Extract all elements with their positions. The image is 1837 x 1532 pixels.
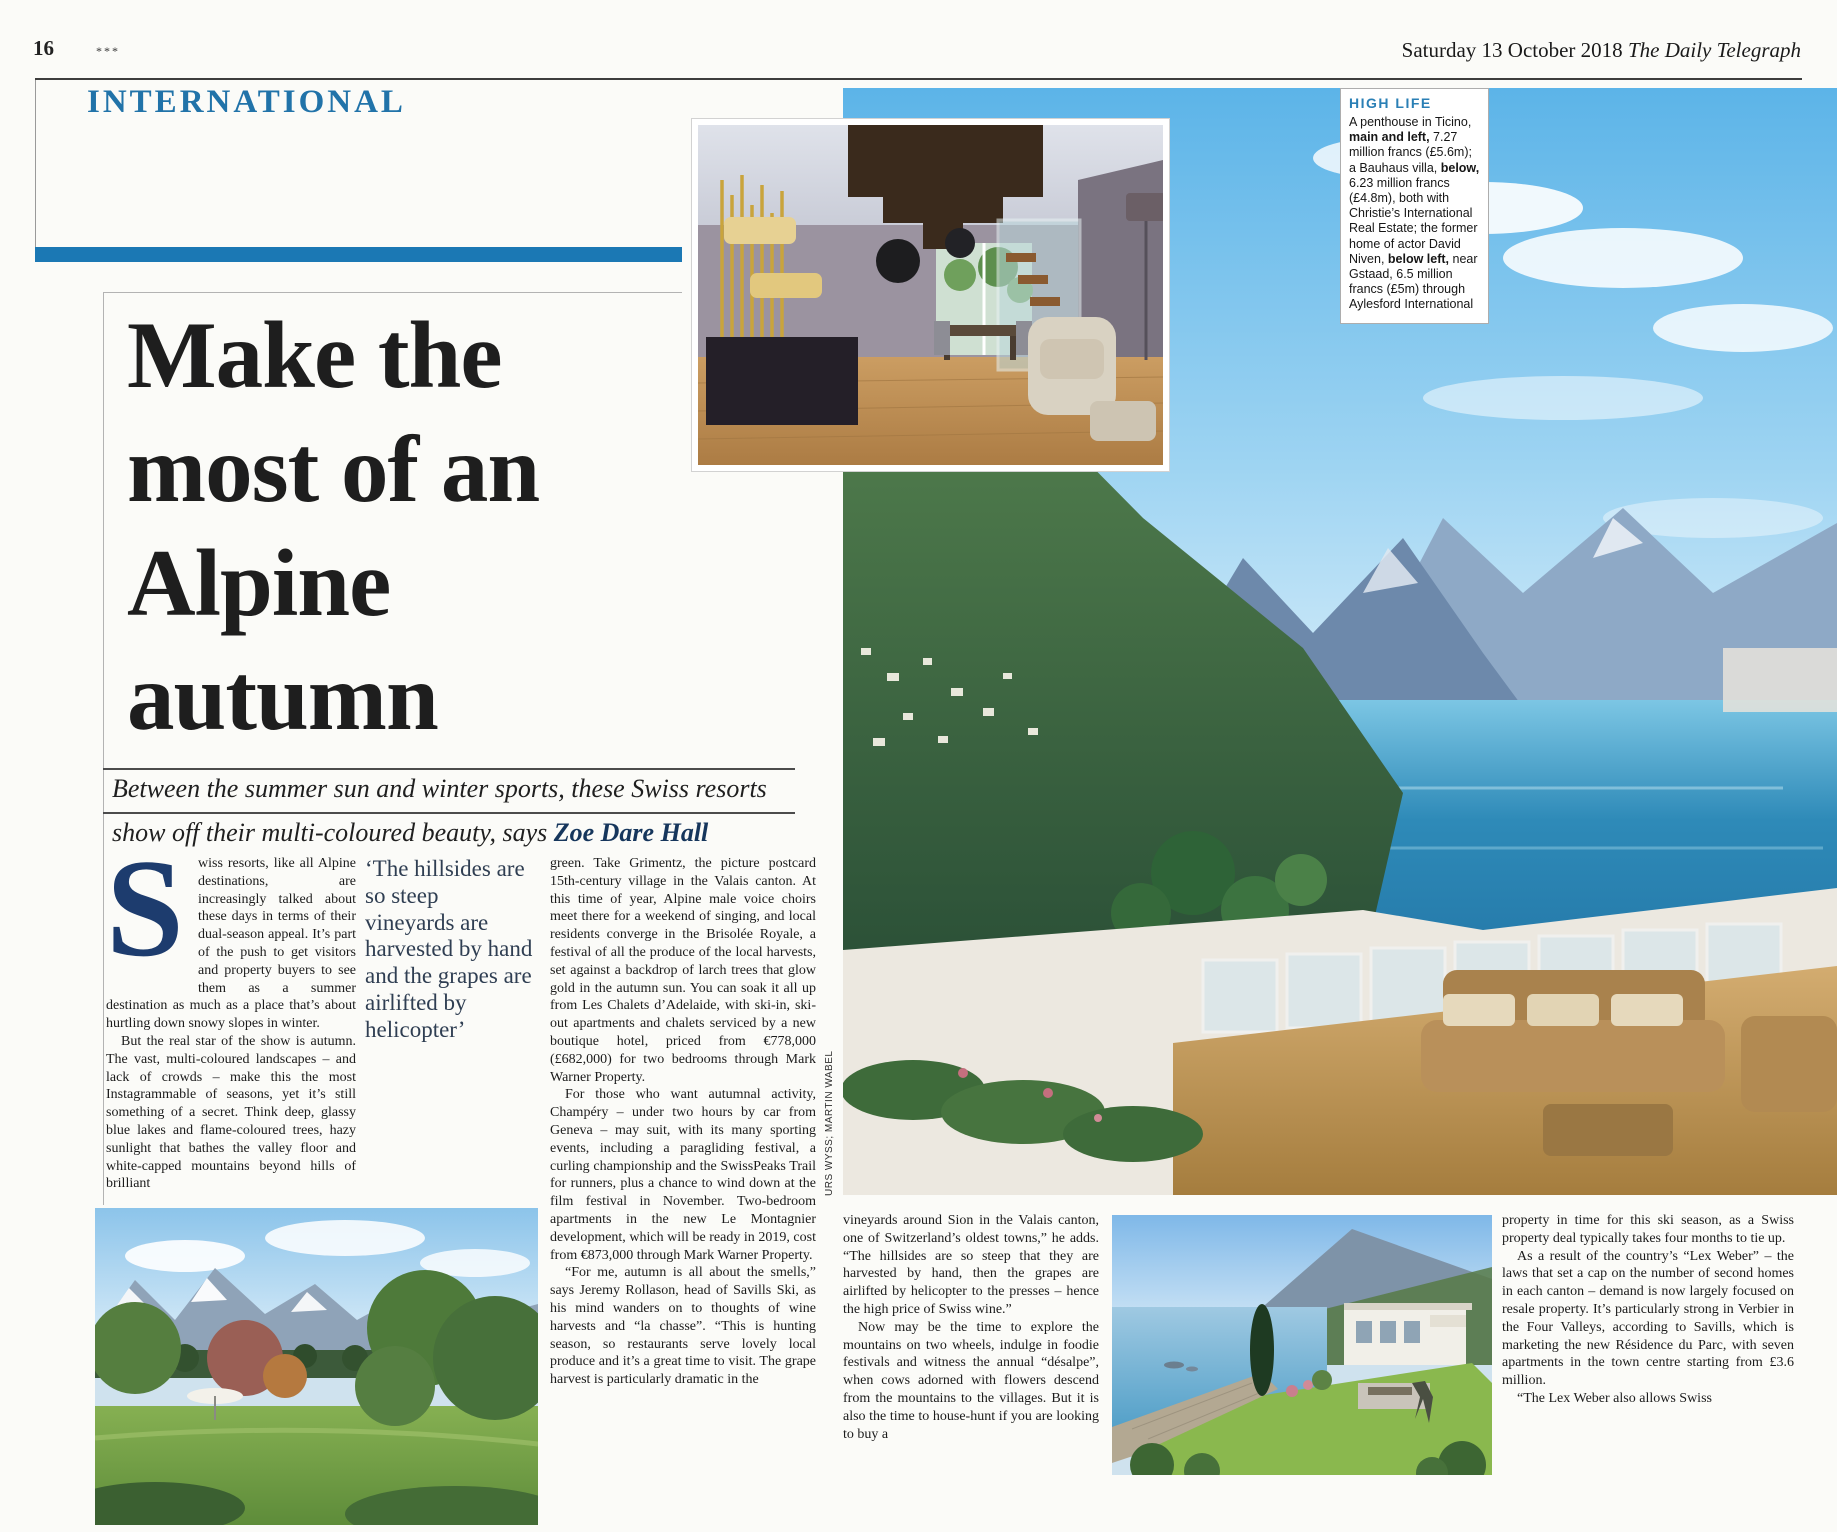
paragraph: As a result of the country’s “Lex Weber” – the laws that set a cap on the number of second homes in each canton – demand is now largely focused on resale property. It’s particularly strong in Verbier in the Four Valleys, according to Savills, which is marketing the new Résidence du Parc, with seven apartments in the town centre starting from £3.6 million.: [1502, 1248, 1794, 1389]
paragraph: [106, 855, 356, 1033]
left-edge-rule: [35, 80, 36, 247]
article-top-rule: [103, 292, 682, 293]
section-accent-bar: [35, 247, 682, 262]
edition-marks: ***: [96, 44, 120, 58]
interior-illustration: [698, 125, 1163, 465]
page-number: 16: [33, 36, 54, 60]
paragraph-text: wiss resorts, like all Alpine destinations, are increasingly talked about these days in terms of their dual-season appeal. It’s part of the push to get visitors and property buyers to see them as a summer destination as much as a place that’s about hurtling down snowy slopes in winter.: [106, 856, 356, 1032]
section-title: INTERNATIONAL: [87, 84, 406, 120]
paragraph: Now may be the time to explore the mountains on two wheels, indulge in foodie festivals and witness the annual “désalpe”, when cows adorned with flowers descend from the mountains to the villages. But it is also the time to house-hunt if you are looking to buy a: [843, 1319, 1099, 1442]
caption-title: HIGH LIFE: [1349, 95, 1432, 111]
pull-quote: ‘The hillsides are so steep vineyards are harvested by hand and the grapes are airlifted by helicopter’: [365, 856, 533, 1042]
villa-illustration: [1112, 1215, 1492, 1475]
caption-text: A penthouse in Ticino, main and left, 7.27 million francs (£5.6m); a Bauhaus villa, below, 6.23 million francs (£4.8m), both with Christie’s International Real Estate; the former home of actor David Niven, below left, near Gstaad, 6.5 million francs (£5m) through Aylesford International: [1349, 115, 1480, 312]
paragraph: “The Lex Weber also allows Swiss: [1517, 1390, 1712, 1406]
penthouse-interior-photo: [692, 119, 1169, 471]
caption-box: [1340, 88, 1489, 324]
photo-credit: URS WYSS; MARTIN WABEL: [824, 1050, 835, 1196]
standfirst-prefix: show off their multi-coloured beauty, says: [112, 818, 554, 847]
paragraph: “For me, autumn is all about the smells,” says Jeremy Rollason, head of Savills Ski, as his mind wanders on to thoughts of wine harvests and “la chasse”. “This is hunting season, so restaurants serve lovely local produce and it’s a great time to visit. The grape harvest is particularly dramatic in the: [550, 1265, 816, 1388]
standfirst-rule-top: [103, 768, 795, 770]
body-column-3: [843, 1212, 1099, 1502]
article-left-rule: [103, 292, 104, 1205]
paragraph: vineyards around Sion in the Valais canton, one of Switzerland’s oldest towns,” he adds. “The hillsides are so steep that they are harvested by hand, then the grapes are airlifted by helicopter to the presses – hence the high price of Swiss wine.”: [843, 1213, 1099, 1317]
paragraph: But the real star of the show is autumn. The vast, multi-coloured landscapes – and lack of crowds – make this the most Instagrammable of seasons, yet it’s still something of a secret. Think deep, glassy blue lakes and flame-coloured trees, hazy sunlight that bathes the valley floor and white-capped mountains beyond hills of brilliant: [106, 1033, 356, 1192]
body-column-4: [1502, 1212, 1794, 1517]
headline: Make the most of an Alpine autumn: [127, 302, 540, 750]
paragraph: property in time for this ski season, as a Swiss property deal typically takes four months to tie up.: [1502, 1213, 1794, 1246]
standfirst-line-2: [112, 818, 812, 848]
standfirst-rule-mid: [103, 812, 795, 814]
paragraph: For those who want autumnal activity, Champéry – under two hours by car from Geneva – may suit, with its many sporting events, including a paragliding festival, a curling championship and the SwissPeaks Trail for runners, plus a chance to wind down at the film festival in November. Two-bedroom apartments in the new Le Montagnier development, which will be ready in 2019, cost from €873,000 through Mark Warner Property.: [550, 1087, 816, 1263]
date-text: Saturday 13 October 2018: [1401, 38, 1628, 62]
byline: Zoe Dare Hall: [553, 818, 709, 847]
paragraph: green. Take Grimentz, the picture postcard 15th-century village in the Valais canton. At this time of year, Alpine male voice choirs meet there for a weekend of singing, and local residents converge in the Brisolée Royale, a festival of all the produce of the local harvests, set against a backdrop of larch trees that glow gold in the autumn sun. You can soak it all up from Les Chalets d’Adelaide, with ski-in, ski-out apartments and chalets serviced by a new boutique hotel, priced from €778,000 (£682,000) for two bedrooms through Mark Warner Property.: [550, 856, 816, 1085]
body-column-2: [550, 855, 816, 1520]
standfirst-line-1: Between the summer sun and winter sports, these Swiss resorts: [112, 774, 767, 803]
bauhaus-villa-photo: [1112, 1215, 1492, 1475]
masthead-rule: [35, 78, 1802, 80]
dateline: [1402, 38, 1801, 63]
gstaad-garden-photo: [95, 1208, 538, 1525]
paper-name: The Daily Telegraph: [1627, 38, 1801, 62]
body-column-1: [106, 855, 356, 1207]
garden-illustration: [95, 1208, 538, 1525]
drop-cap: S: [106, 855, 184, 986]
